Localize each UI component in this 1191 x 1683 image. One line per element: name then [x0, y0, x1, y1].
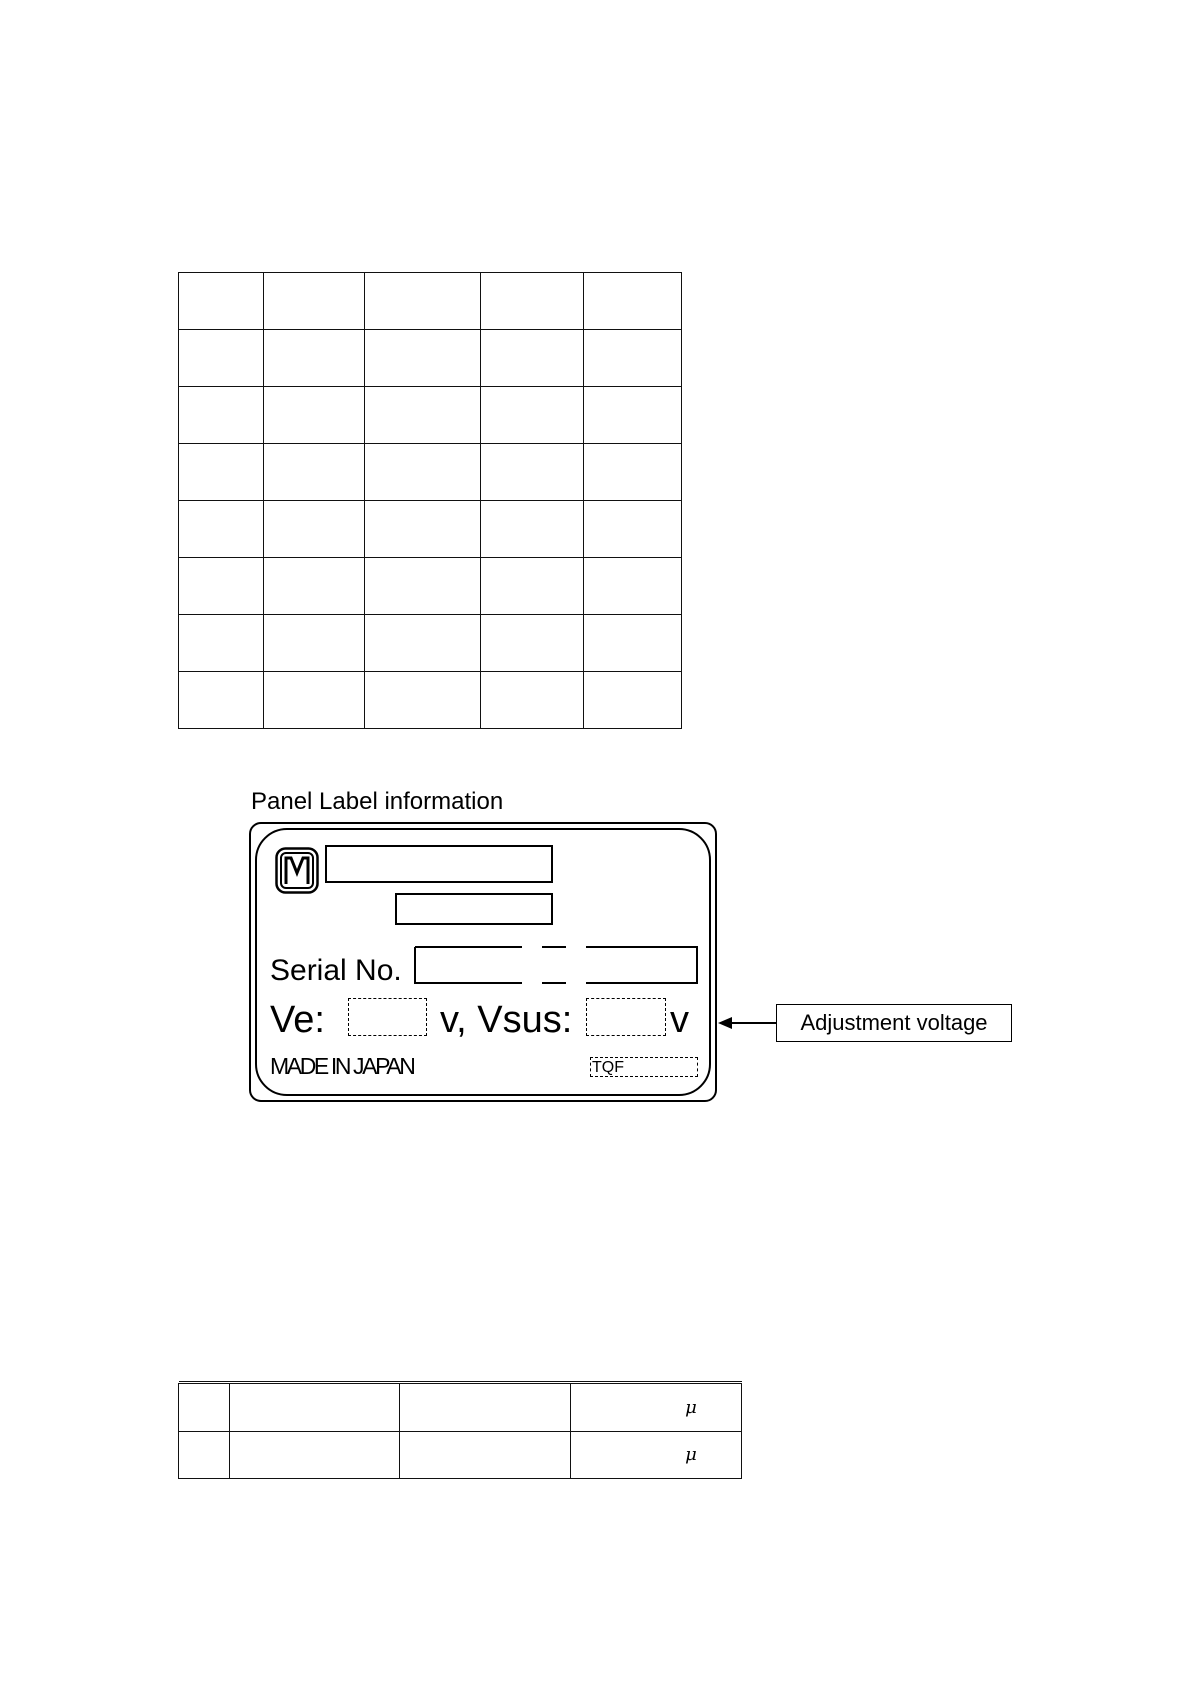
- table-cell: [179, 615, 264, 672]
- table-row: [179, 672, 682, 729]
- table-cell: [481, 444, 584, 501]
- table-cell: [179, 1431, 230, 1478]
- table-cell: [179, 1384, 230, 1431]
- m-logo-icon: [275, 847, 319, 894]
- table-cell: [264, 558, 365, 615]
- grid-table: [178, 272, 682, 729]
- table-cell: [481, 615, 584, 672]
- serial-number-label: Serial No.: [270, 954, 402, 987]
- made-in-japan-text: MADE IN JAPAN: [270, 1053, 414, 1079]
- table-cell: [264, 330, 365, 387]
- table-cell: [481, 558, 584, 615]
- vsus-unit-label: v: [670, 999, 689, 1041]
- table-cell: [365, 273, 481, 330]
- model-number-box: [325, 845, 553, 883]
- grid-table-body: [179, 273, 682, 729]
- table-cell: [264, 672, 365, 729]
- table-cell: [179, 558, 264, 615]
- table-row: [179, 273, 682, 330]
- table-cell: [365, 444, 481, 501]
- table-cell: [365, 387, 481, 444]
- table-cell: [481, 672, 584, 729]
- serial-number-box: [414, 946, 698, 984]
- table-cell: [179, 387, 264, 444]
- table-cell: [365, 615, 481, 672]
- panel-label-heading: Panel Label information: [251, 788, 504, 815]
- table-row: [179, 558, 682, 615]
- table-row: [179, 1431, 742, 1478]
- tqf-label: TQF: [592, 1059, 624, 1076]
- table-cell: [264, 387, 365, 444]
- table-cell: [264, 615, 365, 672]
- table-cell: [584, 501, 682, 558]
- table-cell: [584, 672, 682, 729]
- table-cell: [365, 330, 481, 387]
- table-cell: [230, 1384, 400, 1431]
- table-cell: [584, 330, 682, 387]
- table-cell: [230, 1431, 400, 1478]
- model-sub-box: [395, 893, 553, 925]
- table-cell: μ: [571, 1384, 742, 1431]
- table-row: [179, 444, 682, 501]
- table-cell: [179, 501, 264, 558]
- table-cell: [365, 501, 481, 558]
- table-cell: [481, 273, 584, 330]
- table-cell: [584, 273, 682, 330]
- small-table-body: [179, 1382, 742, 1479]
- arrow-left-icon: [716, 1010, 776, 1036]
- table-cell: [584, 387, 682, 444]
- ve-label: Ve:: [270, 999, 325, 1041]
- table-cell: [264, 273, 365, 330]
- small-table: [178, 1381, 742, 1479]
- table-cell: [179, 273, 264, 330]
- table-row: [179, 1384, 742, 1431]
- table-cell: [481, 387, 584, 444]
- table-cell: [584, 558, 682, 615]
- vsus-value-box: [586, 998, 666, 1036]
- table-cell: [481, 501, 584, 558]
- table-cell: [400, 1384, 571, 1431]
- table-row: [179, 387, 682, 444]
- table-cell: [264, 501, 365, 558]
- table-cell: [584, 444, 682, 501]
- table-cell: [365, 558, 481, 615]
- table-cell: [179, 444, 264, 501]
- adjustment-voltage-callout: Adjustment voltage: [776, 1004, 1012, 1042]
- vsus-label: v, Vsus:: [440, 999, 573, 1041]
- table-row: [179, 330, 682, 387]
- table-cell: [365, 672, 481, 729]
- table-cell: [179, 672, 264, 729]
- table-row: [179, 615, 682, 672]
- table-row: [179, 501, 682, 558]
- table-cell: [584, 615, 682, 672]
- table-cell: [264, 444, 365, 501]
- table-cell: μ: [571, 1431, 742, 1478]
- table-cell: [400, 1431, 571, 1478]
- ve-value-box: [348, 998, 427, 1036]
- table-cell: [179, 330, 264, 387]
- table-cell: [481, 330, 584, 387]
